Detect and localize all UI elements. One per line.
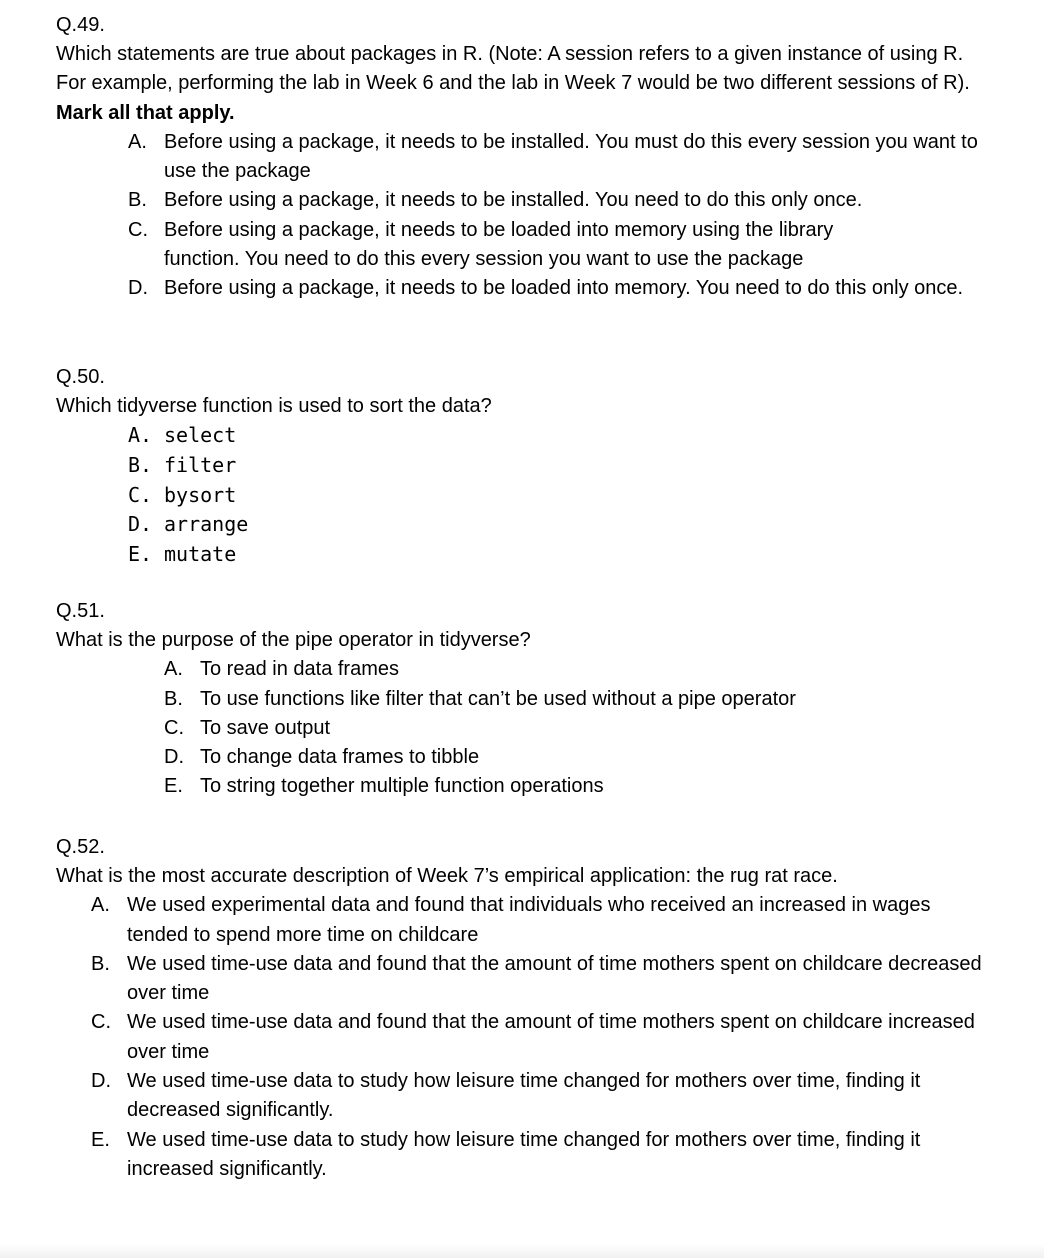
option-text: We used time-use data to study how leisure time changed for mothers over time, finding it increased significantly.: [127, 1128, 921, 1180]
option-text: To save output: [200, 716, 331, 739]
question-stem-text: Which tidyverse function is used to sort the data?: [56, 395, 492, 417]
option-text: Before using a package, it needs to be loaded into memory. You need to do this only once.: [164, 277, 964, 300]
option-letter: A.: [128, 130, 147, 153]
option-text: arrange: [164, 512, 249, 537]
option-text: select: [164, 423, 237, 448]
option-letter: A.: [91, 894, 110, 917]
option-text: bysort: [164, 482, 237, 507]
option-d: [128, 510, 1004, 540]
option-text: Before using a package, it needs to be installed. You need to do this only once.: [164, 189, 863, 212]
option-letter: C.: [128, 482, 153, 507]
option-text: mutate: [164, 542, 237, 567]
question-51: [56, 597, 1004, 802]
option-d: [91, 1067, 927, 1126]
option-text: To use functions like filter that can’t be used without a pipe operator: [200, 687, 796, 710]
option-e: [91, 1126, 927, 1185]
option-a: [164, 655, 1004, 684]
question-stem-text: What is the purpose of the pipe operator in tidyverse?: [56, 629, 531, 651]
question-stem: [56, 862, 1004, 891]
option-text: We used time-use data and found that the amount of time mothers spent on childcare decreased over time: [127, 952, 982, 1005]
option-letter: D.: [128, 512, 153, 537]
option-c: [164, 714, 1004, 743]
option-letter: E.: [164, 775, 183, 798]
question-number: Q.49.: [56, 14, 105, 36]
option-text: Before using a package, it needs to be installed. You must do this every session you want to use the package: [164, 130, 978, 183]
option-text: To read in data frames: [200, 658, 399, 681]
question-50: [56, 363, 1004, 570]
option-c: [128, 481, 1004, 511]
option-c: [128, 216, 904, 275]
option-letter: D.: [164, 746, 184, 769]
option-d: [128, 274, 994, 303]
option-letter: E.: [128, 542, 153, 567]
option-list: [128, 128, 994, 304]
option-text: We used time-use data to study how leisure time changed for mothers over time, finding it decreased significantly.: [127, 1070, 921, 1122]
option-text: We used time-use data and found that the amount of time mothers spent on childcare increased over time: [127, 1011, 975, 1063]
option-letter: B.: [128, 189, 147, 212]
option-e: [128, 540, 1004, 570]
page-bottom-edge: [0, 1244, 1044, 1258]
question-52: [56, 833, 1004, 1184]
option-b: [128, 451, 1004, 481]
option-list: [128, 421, 1004, 570]
option-c: [91, 1008, 996, 1067]
option-text: Before using a package, it needs to be loaded into memory using the library function. You need to do this every session you want to use the package: [164, 218, 834, 271]
question-stem-text: Which statements are true about packages in R. (Note: A session refers to a given instance of using R. For example, performing the lab in Week 6 and the lab in Week 7 would be two different sessions of R).: [56, 43, 970, 95]
option-a: [91, 891, 996, 950]
option-list: [164, 655, 1004, 801]
option-text: To string together multiple function operations: [200, 775, 604, 798]
option-e: [164, 772, 1004, 801]
option-b: [91, 950, 996, 1009]
option-b: [164, 685, 1004, 714]
question-stem: [56, 626, 1004, 655]
question-49: [56, 11, 1004, 304]
option-letter: B.: [91, 952, 110, 975]
option-letter: C.: [164, 716, 184, 739]
option-text: filter: [164, 453, 237, 477]
question-number: Q.51.: [56, 600, 105, 622]
question-number: Q.50.: [56, 366, 105, 388]
option-d: [164, 743, 1004, 772]
question-stem: [56, 40, 986, 128]
option-letter: E.: [91, 1128, 110, 1151]
option-letter: D.: [91, 1070, 111, 1093]
question-stem: [56, 392, 1004, 421]
option-a: [128, 421, 1004, 451]
option-letter: B.: [128, 453, 153, 477]
option-a: [128, 128, 994, 187]
option-letter: C.: [91, 1011, 111, 1034]
option-b: [128, 186, 994, 215]
option-letter: B.: [164, 687, 183, 710]
question-stem-text: What is the most accurate description of Week 7’s empirical application: the rug rat race.: [56, 865, 838, 887]
question-stem-instruction: Mark all that apply.: [56, 101, 235, 124]
option-text: To change data frames to tibble: [200, 746, 480, 769]
question-number: Q.52.: [56, 836, 105, 858]
option-list: [91, 891, 996, 1184]
option-letter: A.: [164, 658, 183, 681]
option-letter: A.: [128, 423, 153, 448]
option-letter: C.: [128, 218, 148, 241]
option-text: We used experimental data and found that individuals who received an increased in wages tended to spend more time on childcare: [127, 894, 931, 946]
option-letter: D.: [128, 277, 148, 300]
